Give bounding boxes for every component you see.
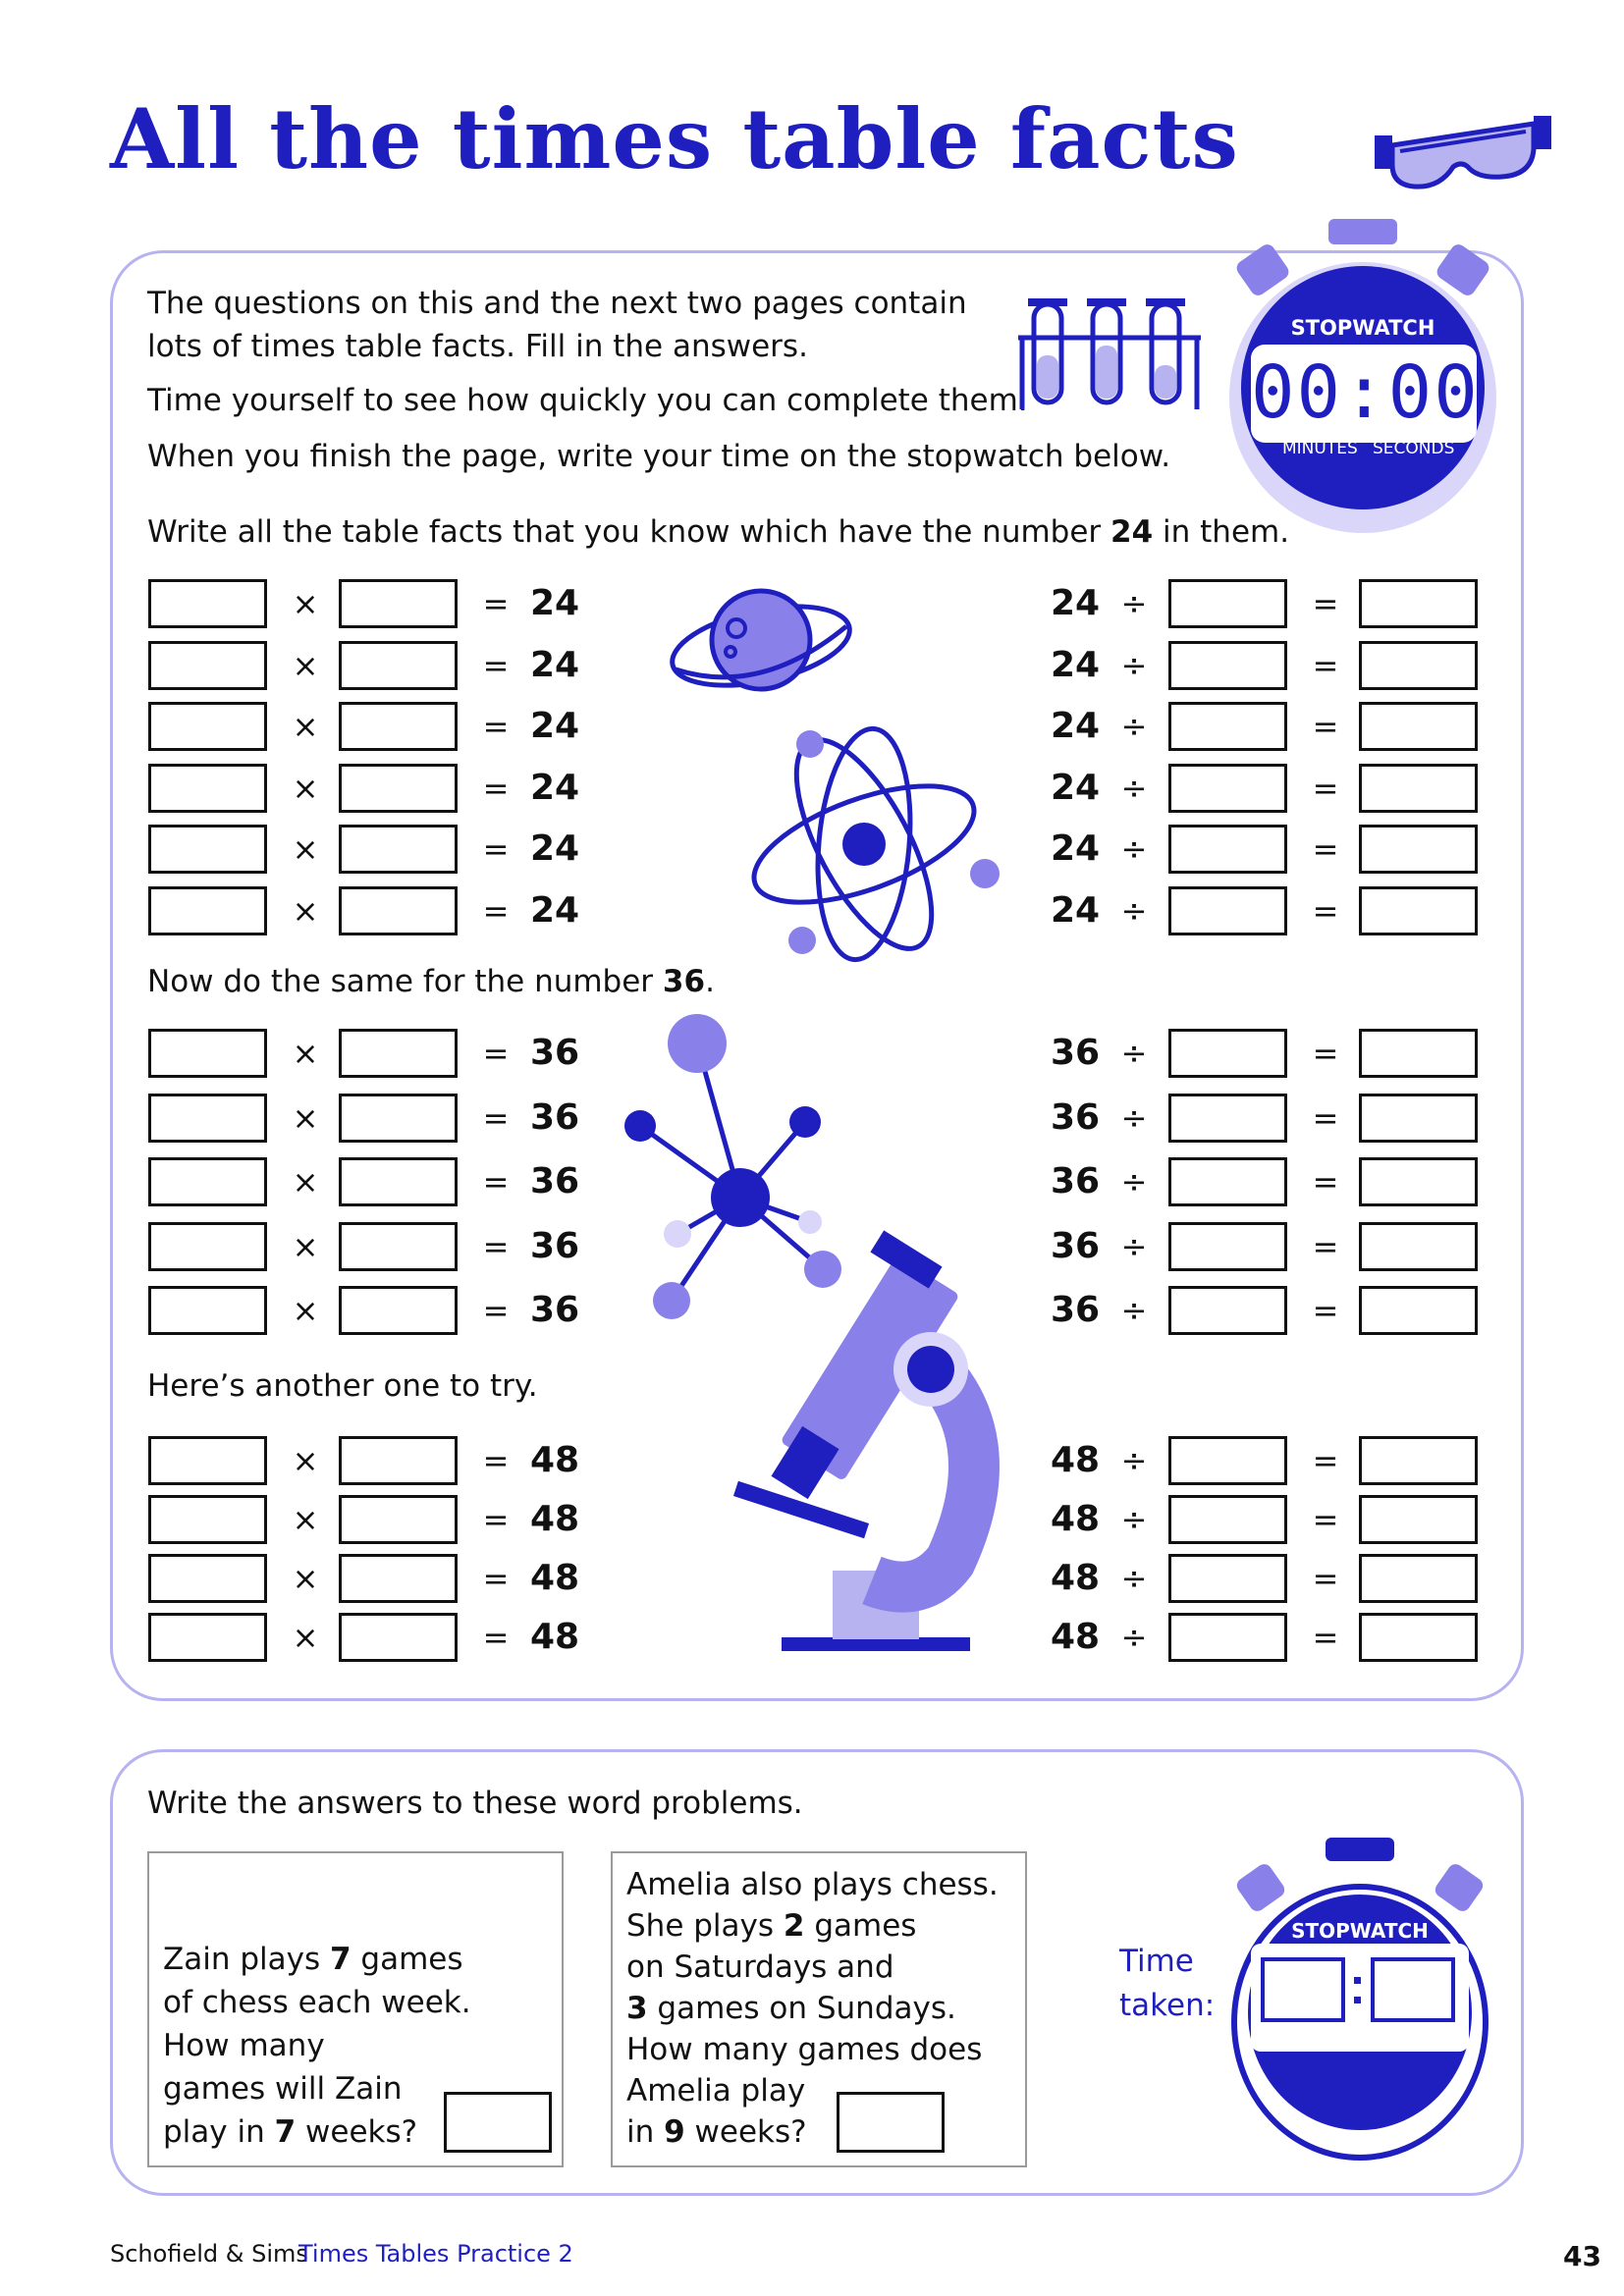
quotient-box[interactable] [1359, 1495, 1478, 1544]
dividend-value: 36 [1051, 1161, 1101, 1201]
product-value: 36 [530, 1097, 580, 1138]
product-value: 36 [530, 1226, 580, 1266]
equals-symbol: = [482, 1163, 510, 1201]
dividend-value: 24 [1051, 706, 1101, 746]
divide-symbol: ÷ [1120, 1560, 1148, 1597]
times-symbol: × [292, 708, 319, 745]
divide-symbol: ÷ [1120, 1228, 1148, 1265]
multiplication-factor-2-box[interactable] [339, 1286, 458, 1335]
divisor-box[interactable] [1168, 1286, 1287, 1335]
dividend-value: 24 [1051, 583, 1101, 623]
stopwatch-bottom-minutes-label: MINUTES [1272, 2057, 1348, 2077]
equals-symbol: = [482, 647, 510, 684]
product-value: 24 [530, 645, 580, 685]
product-value: 24 [530, 583, 580, 623]
product-value: 36 [530, 1290, 580, 1330]
quotient-box[interactable] [1359, 1436, 1478, 1485]
multiplication-factor-1-box[interactable] [148, 1495, 267, 1544]
times-symbol: × [292, 1228, 319, 1265]
divide-symbol: ÷ [1120, 1163, 1148, 1201]
wp1-line-5: play in 7 weeks? [163, 2114, 418, 2150]
dividend-value: 48 [1051, 1499, 1101, 1539]
dividend-value: 24 [1051, 645, 1101, 685]
section-48-instruction: Here’s another one to try. [147, 1368, 538, 1404]
wp2-answer-box[interactable] [837, 2092, 945, 2153]
dividend-value: 36 [1051, 1033, 1101, 1073]
equals-symbol: = [482, 1619, 510, 1656]
divisor-box[interactable] [1168, 1554, 1287, 1603]
product-value: 48 [530, 1617, 580, 1657]
multiplication-factor-2-box[interactable] [339, 1495, 458, 1544]
divisor-box[interactable] [1168, 1094, 1287, 1143]
time-taken-line-1: Time [1119, 1944, 1194, 1979]
divisor-box[interactable] [1168, 1222, 1287, 1271]
equals-symbol: = [1312, 770, 1339, 807]
atom-icon [731, 717, 1006, 972]
equals-symbol: = [1312, 1442, 1339, 1479]
divisor-box[interactable] [1168, 702, 1287, 751]
divisor-box[interactable] [1168, 579, 1287, 628]
multiplication-factor-2-box[interactable] [339, 1436, 458, 1485]
equals-symbol: = [482, 1501, 510, 1538]
divisor-box[interactable] [1168, 825, 1287, 874]
wp1-line-4: games will Zain [163, 2071, 403, 2107]
times-symbol: × [292, 1442, 319, 1479]
multiplication-factor-2-box[interactable] [339, 702, 458, 751]
times-symbol: × [292, 1501, 319, 1538]
product-value: 48 [530, 1558, 580, 1598]
wp1-line-3: How many [163, 2028, 325, 2063]
equals-symbol: = [1312, 1501, 1339, 1538]
product-value: 48 [530, 1440, 580, 1480]
equals-symbol: = [1312, 1619, 1339, 1656]
planet-icon [668, 579, 854, 707]
product-value: 36 [530, 1033, 580, 1073]
equals-symbol: = [482, 892, 510, 930]
divide-symbol: ÷ [1120, 770, 1148, 807]
wp2-line-7: in 9 weeks? [626, 2114, 807, 2150]
test-tubes-icon [1016, 296, 1203, 414]
dividend-value: 36 [1051, 1226, 1101, 1266]
equals-symbol: = [482, 830, 510, 868]
multiplication-factor-1-box[interactable] [148, 886, 267, 935]
intro-line-2: lots of times table facts. Fill in the answers. [147, 329, 808, 364]
multiplication-factor-1-box[interactable] [148, 825, 267, 874]
equals-symbol: = [1312, 708, 1339, 745]
times-symbol: × [292, 1619, 319, 1656]
multiplication-factor-1-box[interactable] [148, 702, 267, 751]
divide-symbol: ÷ [1120, 647, 1148, 684]
dividend-value: 24 [1051, 828, 1101, 869]
times-symbol: × [292, 770, 319, 807]
equals-symbol: = [482, 708, 510, 745]
dividend-value: 48 [1051, 1440, 1101, 1480]
equals-symbol: = [1312, 830, 1339, 868]
stopwatch-bottom-seconds-label: SECONDS [1361, 2057, 1443, 2077]
multiplication-factor-2-box[interactable] [339, 1554, 458, 1603]
section-24-instruction: Write all the table facts that you know which have the number 24 in them. [147, 514, 1290, 550]
equals-symbol: = [482, 1292, 510, 1329]
wp2-line-4: 3 games on Sundays. [626, 1991, 956, 2026]
divide-symbol: ÷ [1120, 830, 1148, 868]
product-value: 24 [530, 890, 580, 931]
product-value: 24 [530, 706, 580, 746]
times-symbol: × [292, 1099, 319, 1137]
divisor-box[interactable] [1168, 1157, 1287, 1206]
divisor-box[interactable] [1168, 886, 1287, 935]
divide-symbol: ÷ [1120, 1035, 1148, 1072]
quotient-box[interactable] [1359, 1554, 1478, 1603]
divisor-box[interactable] [1168, 764, 1287, 813]
page-title: All the times table facts [110, 90, 1239, 187]
multiplication-factor-1-box[interactable] [148, 1222, 267, 1271]
quotient-box[interactable] [1359, 1029, 1478, 1078]
quotient-box[interactable] [1359, 825, 1478, 874]
multiplication-factor-2-box[interactable] [339, 1222, 458, 1271]
multiplication-factor-1-box[interactable] [148, 1554, 267, 1603]
wp2-line-2: She plays 2 games [626, 1908, 917, 1944]
quotient-box[interactable] [1359, 1157, 1478, 1206]
wp2-line-5: How many games does [626, 2032, 983, 2067]
dividend-value: 48 [1051, 1617, 1101, 1657]
section-36-instruction: Now do the same for the number 36. [147, 964, 715, 999]
wp1-answer-box[interactable] [444, 2092, 552, 2153]
stopwatch-top-label: STOPWATCH [1290, 316, 1435, 340]
divide-symbol: ÷ [1120, 1442, 1148, 1479]
multiplication-factor-1-box[interactable] [148, 641, 267, 690]
stopwatch-bottom-icon [1227, 1834, 1492, 2167]
wp2-line-6: Amelia play [626, 2073, 806, 2109]
equals-symbol: = [1312, 1035, 1339, 1072]
quotient-box[interactable] [1359, 764, 1478, 813]
stopwatch-top-seconds-label: SECONDS [1373, 439, 1455, 458]
product-value: 36 [530, 1161, 580, 1201]
times-symbol: × [292, 585, 319, 622]
multiplication-factor-1-box[interactable] [148, 1094, 267, 1143]
equals-symbol: = [1312, 647, 1339, 684]
multiplication-factor-1-box[interactable] [148, 1029, 267, 1078]
equals-symbol: = [1312, 1292, 1339, 1329]
equals-symbol: = [1312, 1163, 1339, 1201]
product-value: 48 [530, 1499, 580, 1539]
equals-symbol: = [1312, 1560, 1339, 1597]
multiplication-factor-2-box[interactable] [339, 764, 458, 813]
quotient-box[interactable] [1359, 886, 1478, 935]
quotient-box[interactable] [1359, 1613, 1478, 1662]
dividend-value: 48 [1051, 1558, 1101, 1598]
equals-symbol: = [482, 770, 510, 807]
equals-symbol: = [482, 1099, 510, 1137]
times-symbol: × [292, 1035, 319, 1072]
wp1-line-1: Zain plays 7 games [163, 1942, 463, 1977]
divide-symbol: ÷ [1120, 1099, 1148, 1137]
multiplication-factor-2-box[interactable] [339, 1094, 458, 1143]
dividend-value: 24 [1051, 890, 1101, 931]
divide-symbol: ÷ [1120, 1292, 1148, 1329]
times-symbol: × [292, 1292, 319, 1329]
multiplication-factor-1-box[interactable] [148, 764, 267, 813]
intro-line-3: Time yourself to see how quickly you can complete them. [147, 383, 1028, 418]
product-value: 24 [530, 828, 580, 869]
divisor-box[interactable] [1168, 1436, 1287, 1485]
dividend-value: 24 [1051, 768, 1101, 808]
divisor-box[interactable] [1168, 641, 1287, 690]
equals-symbol: = [482, 1035, 510, 1072]
multiplication-factor-1-box[interactable] [148, 1436, 267, 1485]
equals-symbol: = [482, 585, 510, 622]
quotient-box[interactable] [1359, 1222, 1478, 1271]
divide-symbol: ÷ [1120, 1619, 1148, 1656]
dividend-value: 36 [1051, 1290, 1101, 1330]
product-value: 24 [530, 768, 580, 808]
multiplication-factor-1-box[interactable] [148, 579, 267, 628]
stopwatch-bottom-label: STOPWATCH [1291, 1919, 1429, 1943]
wp2-line-3: on Saturdays and [626, 1949, 894, 1985]
equals-symbol: = [482, 1560, 510, 1597]
footer-publisher: Schofield & Sims [110, 2240, 308, 2268]
times-symbol: × [292, 1163, 319, 1201]
wp2-line-1: Amelia also plays chess. [626, 1867, 999, 1902]
equals-symbol: = [1312, 892, 1339, 930]
multiplication-factor-2-box[interactable] [339, 825, 458, 874]
page-number: 43 [1563, 2240, 1601, 2272]
quotient-box[interactable] [1359, 702, 1478, 751]
multiplication-factor-1-box[interactable] [148, 1157, 267, 1206]
dividend-value: 36 [1051, 1097, 1101, 1138]
multiplication-factor-2-box[interactable] [339, 1613, 458, 1662]
multiplication-factor-2-box[interactable] [339, 579, 458, 628]
divisor-box[interactable] [1168, 1495, 1287, 1544]
divisor-box[interactable] [1168, 1029, 1287, 1078]
stopwatch-top-display: 00:00 [1251, 350, 1480, 435]
divide-symbol: ÷ [1120, 708, 1148, 745]
multiplication-factor-1-box[interactable] [148, 1613, 267, 1662]
footer-book-title: Times Tables Practice 2 [298, 2240, 573, 2268]
wp1-line-2: of chess each week. [163, 1985, 471, 2020]
intro-line-1: The questions on this and the next two pages contain [147, 286, 967, 321]
time-taken-line-2: taken: [1119, 1988, 1216, 2023]
word-problems-instruction: Write the answers to these word problems. [147, 1786, 803, 1821]
divide-symbol: ÷ [1120, 1501, 1148, 1538]
times-symbol: × [292, 892, 319, 930]
divide-symbol: ÷ [1120, 585, 1148, 622]
microscope-icon [725, 1237, 1019, 1669]
times-symbol: × [292, 1560, 319, 1597]
times-symbol: × [292, 830, 319, 868]
stopwatch-top-minutes-label: MINUTES [1282, 439, 1358, 458]
equals-symbol: = [1312, 1099, 1339, 1137]
goggles-icon [1375, 106, 1551, 194]
equals-symbol: = [1312, 585, 1339, 622]
equals-symbol: = [1312, 1228, 1339, 1265]
divisor-box[interactable] [1168, 1613, 1287, 1662]
quotient-box[interactable] [1359, 641, 1478, 690]
equals-symbol: = [482, 1228, 510, 1265]
multiplication-factor-2-box[interactable] [339, 1157, 458, 1206]
times-symbol: × [292, 647, 319, 684]
quotient-box[interactable] [1359, 1094, 1478, 1143]
equals-symbol: = [482, 1442, 510, 1479]
multiplication-factor-1-box[interactable] [148, 1286, 267, 1335]
multiplication-factor-2-box[interactable] [339, 1029, 458, 1078]
quotient-box[interactable] [1359, 1286, 1478, 1335]
multiplication-factor-2-box[interactable] [339, 641, 458, 690]
quotient-box[interactable] [1359, 579, 1478, 628]
intro-line-4: When you finish the page, write your time on the stopwatch below. [147, 439, 1171, 474]
multiplication-factor-2-box[interactable] [339, 886, 458, 935]
divide-symbol: ÷ [1120, 892, 1148, 930]
